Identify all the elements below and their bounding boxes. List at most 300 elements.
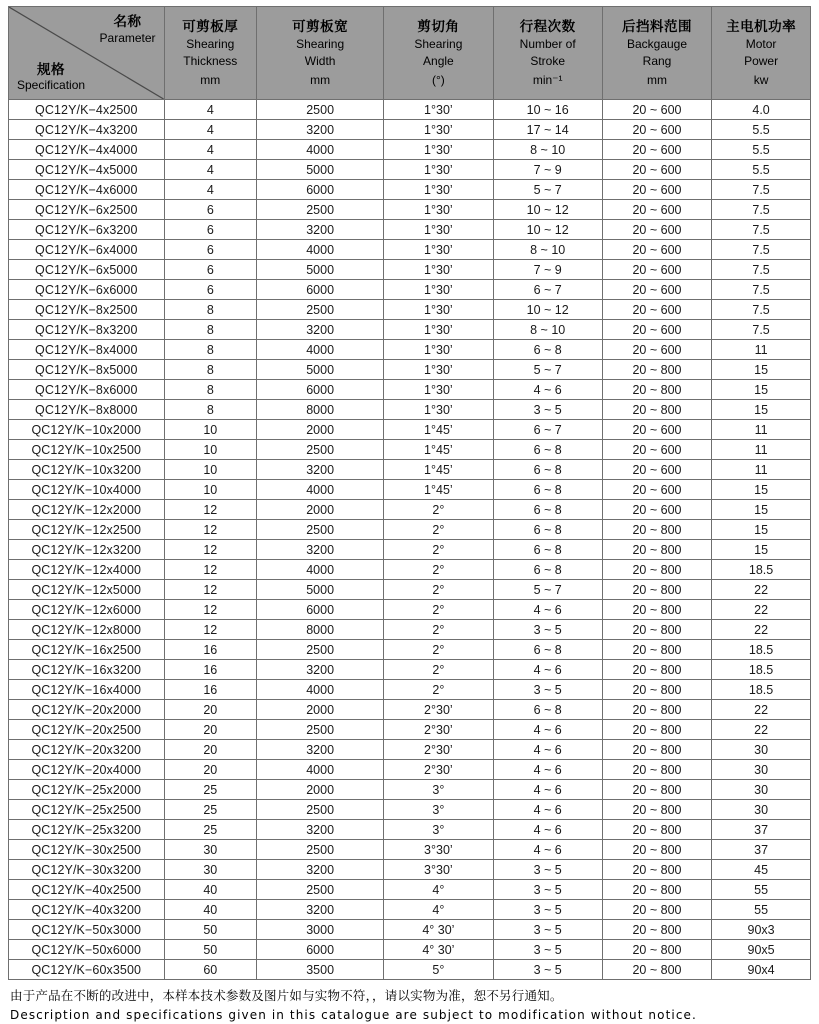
header-en-line1: Shearing <box>296 37 345 52</box>
cell-value: 20 ~ 600 <box>602 140 711 160</box>
cell-model: QC12Y/K−12x8000 <box>9 620 165 640</box>
cell-value: 20 <box>164 760 256 780</box>
cell-value: 20 ~ 600 <box>602 440 711 460</box>
cell-value: 2500 <box>257 200 384 220</box>
cell-value: 55 <box>712 900 811 920</box>
cell-value: 6 ~ 8 <box>493 560 602 580</box>
header-en-line1: Motor <box>745 37 777 52</box>
cell-model: QC12Y/K−60x3500 <box>9 960 165 980</box>
cell-value: 30 <box>712 760 811 780</box>
cell-value: 15 <box>712 540 811 560</box>
cell-value: 20 <box>164 720 256 740</box>
cell-model: QC12Y/K−8x3200 <box>9 320 165 340</box>
cell-value: 20 ~ 800 <box>602 540 711 560</box>
cell-value: 3 ~ 5 <box>493 900 602 920</box>
header-en-line1: Number of <box>519 37 576 52</box>
cell-model: QC12Y/K−4x3200 <box>9 120 165 140</box>
cell-value: 12 <box>164 560 256 580</box>
cell-value: 40 <box>164 900 256 920</box>
cell-value: 1°45’ <box>384 480 493 500</box>
cell-value: 10 ~ 12 <box>493 300 602 320</box>
cell-value: 6 <box>164 280 256 300</box>
cell-value: 30 <box>164 860 256 880</box>
cell-value: 40 <box>164 880 256 900</box>
cell-value: 20 ~ 800 <box>602 920 711 940</box>
cell-value: 10 ~ 16 <box>493 100 602 120</box>
cell-value: 50 <box>164 920 256 940</box>
cell-value: 20 ~ 800 <box>602 760 711 780</box>
cell-value: 20 ~ 600 <box>602 320 711 340</box>
cell-value: 18.5 <box>712 680 811 700</box>
specification-table <box>8 6 811 980</box>
cell-value: 20 ~ 600 <box>602 260 711 280</box>
table-row <box>9 840 811 860</box>
cell-value: 20 ~ 800 <box>602 660 711 680</box>
cell-value: 3500 <box>257 960 384 980</box>
header-unit: mm <box>200 72 221 87</box>
cell-value: 25 <box>164 820 256 840</box>
cell-value: 20 ~ 800 <box>602 880 711 900</box>
cell-value: 20 ~ 600 <box>602 280 711 300</box>
cell-value: 10 <box>164 420 256 440</box>
cell-value: 2° <box>384 520 493 540</box>
cell-value: 15 <box>712 480 811 500</box>
cell-value: 20 ~ 600 <box>602 460 711 480</box>
cell-value: 10 ~ 12 <box>493 200 602 220</box>
cell-value: 22 <box>712 600 811 620</box>
cell-value: 20 <box>164 740 256 760</box>
cell-value: 20 ~ 800 <box>602 640 711 660</box>
header-corner-cell <box>9 7 165 100</box>
cell-value: 6 ~ 8 <box>493 440 602 460</box>
cell-value: 8 <box>164 300 256 320</box>
header-en-line2: Angle <box>423 53 454 68</box>
cell-model: QC12Y/K−8x6000 <box>9 380 165 400</box>
cell-value: 2000 <box>257 420 384 440</box>
cell-value: 3 ~ 5 <box>493 880 602 900</box>
cell-value: 7.5 <box>712 280 811 300</box>
table-row <box>9 120 811 140</box>
header-en-line2: Power <box>744 53 779 68</box>
header-parameter-en: Parameter <box>99 30 156 45</box>
cell-value: 6 ~ 8 <box>493 640 602 660</box>
cell-value: 1°45’ <box>384 420 493 440</box>
cell-value: 20 ~ 600 <box>602 420 711 440</box>
cell-value: 3 ~ 5 <box>493 920 602 940</box>
cell-value: 4000 <box>257 560 384 580</box>
cell-value: 4 ~ 6 <box>493 800 602 820</box>
cell-value: 1°30’ <box>384 320 493 340</box>
cell-value: 3200 <box>257 120 384 140</box>
cell-value: 1°30’ <box>384 360 493 380</box>
cell-value: 6 ~ 7 <box>493 420 602 440</box>
header-col-backgauge-range <box>602 7 711 100</box>
cell-value: 7.5 <box>712 320 811 340</box>
table-row <box>9 740 811 760</box>
cell-value: 20 ~ 800 <box>602 520 711 540</box>
cell-model: QC12Y/K−6x6000 <box>9 280 165 300</box>
cell-value: 2° <box>384 640 493 660</box>
cell-value: 2000 <box>257 780 384 800</box>
cell-value: 30 <box>164 840 256 860</box>
cell-value: 20 ~ 600 <box>602 240 711 260</box>
header-cn: 可剪板宽 <box>292 19 349 35</box>
cell-value: 4000 <box>257 140 384 160</box>
cell-value: 1°30’ <box>384 300 493 320</box>
table-row <box>9 580 811 600</box>
cell-value: 15 <box>712 380 811 400</box>
cell-value: 5 ~ 7 <box>493 180 602 200</box>
cell-value: 1°30’ <box>384 220 493 240</box>
cell-value: 20 ~ 800 <box>602 860 711 880</box>
cell-value: 25 <box>164 780 256 800</box>
table-row <box>9 420 811 440</box>
cell-model: QC12Y/K−6x2500 <box>9 200 165 220</box>
table-row <box>9 720 811 740</box>
cell-value: 15 <box>712 360 811 380</box>
cell-value: 3 ~ 5 <box>493 400 602 420</box>
cell-model: QC12Y/K−20x4000 <box>9 760 165 780</box>
cell-value: 11 <box>712 340 811 360</box>
cell-value: 2°30’ <box>384 720 493 740</box>
cell-value: 8 ~ 10 <box>493 240 602 260</box>
table-row <box>9 760 811 780</box>
cell-value: 16 <box>164 660 256 680</box>
cell-value: 4 ~ 6 <box>493 760 602 780</box>
cell-value: 20 ~ 800 <box>602 720 711 740</box>
table-header <box>9 7 811 100</box>
table-row <box>9 360 811 380</box>
header-en-line1: Shearing <box>414 37 463 52</box>
table-row <box>9 440 811 460</box>
table-row <box>9 900 811 920</box>
header-col-number-of-stroke <box>493 7 602 100</box>
cell-value: 20 ~ 600 <box>602 100 711 120</box>
cell-value: 16 <box>164 640 256 660</box>
table-row <box>9 480 811 500</box>
cell-value: 2500 <box>257 100 384 120</box>
header-en-line2: Rang <box>642 53 672 68</box>
cell-value: 4000 <box>257 240 384 260</box>
header-unit: mm <box>310 72 331 87</box>
table-row <box>9 820 811 840</box>
cell-value: 4 ~ 6 <box>493 660 602 680</box>
cell-value: 7.5 <box>712 180 811 200</box>
cell-value: 3 ~ 5 <box>493 620 602 640</box>
cell-value: 7 ~ 9 <box>493 160 602 180</box>
table-row <box>9 700 811 720</box>
cell-value: 6 ~ 8 <box>493 520 602 540</box>
cell-value: 11 <box>712 440 811 460</box>
cell-value: 1°30’ <box>384 120 493 140</box>
cell-value: 2° <box>384 560 493 580</box>
table-row <box>9 660 811 680</box>
cell-value: 2000 <box>257 700 384 720</box>
cell-value: 8000 <box>257 620 384 640</box>
cell-value: 22 <box>712 620 811 640</box>
cell-model: QC12Y/K−10x3200 <box>9 460 165 480</box>
cell-value: 12 <box>164 600 256 620</box>
cell-model: QC12Y/K−20x2500 <box>9 720 165 740</box>
cell-value: 4 ~ 6 <box>493 600 602 620</box>
header-col-shearing-thickness <box>164 7 256 100</box>
cell-value: 6 ~ 8 <box>493 340 602 360</box>
cell-value: 30 <box>712 740 811 760</box>
table-row <box>9 620 811 640</box>
cell-value: 3°30’ <box>384 840 493 860</box>
cell-value: 5000 <box>257 160 384 180</box>
cell-value: 4.0 <box>712 100 811 120</box>
cell-model: QC12Y/K−8x4000 <box>9 340 165 360</box>
table-row <box>9 860 811 880</box>
cell-value: 6000 <box>257 180 384 200</box>
cell-model: QC12Y/K−16x2500 <box>9 640 165 660</box>
table-row <box>9 600 811 620</box>
cell-value: 16 <box>164 680 256 700</box>
cell-model: QC12Y/K−50x6000 <box>9 940 165 960</box>
cell-value: 4000 <box>257 760 384 780</box>
table-body <box>9 100 811 980</box>
cell-value: 5 ~ 7 <box>493 360 602 380</box>
cell-value: 25 <box>164 800 256 820</box>
header-cn: 剪切角 <box>417 19 460 35</box>
cell-value: 37 <box>712 840 811 860</box>
cell-model: QC12Y/K−12x4000 <box>9 560 165 580</box>
header-col-motor-power <box>712 7 811 100</box>
cell-model: QC12Y/K−12x3200 <box>9 540 165 560</box>
cell-model: QC12Y/K−20x3200 <box>9 740 165 760</box>
table-row <box>9 340 811 360</box>
table-row <box>9 300 811 320</box>
cell-value: 20 ~ 800 <box>602 780 711 800</box>
cell-model: QC12Y/K−40x2500 <box>9 880 165 900</box>
cell-value: 6 <box>164 260 256 280</box>
cell-value: 6 <box>164 240 256 260</box>
cell-model: QC12Y/K−6x4000 <box>9 240 165 260</box>
cell-model: QC12Y/K−10x2500 <box>9 440 165 460</box>
cell-value: 12 <box>164 620 256 640</box>
header-cn: 后挡料范围 <box>622 19 692 35</box>
cell-value: 4 <box>164 160 256 180</box>
cell-value: 18.5 <box>712 640 811 660</box>
cell-value: 6 ~ 8 <box>493 500 602 520</box>
cell-value: 8 ~ 10 <box>493 320 602 340</box>
cell-value: 3 ~ 5 <box>493 940 602 960</box>
table-row <box>9 320 811 340</box>
table-row <box>9 500 811 520</box>
cell-model: QC12Y/K−30x2500 <box>9 840 165 860</box>
cell-value: 2500 <box>257 520 384 540</box>
cell-value: 1°45’ <box>384 440 493 460</box>
cell-model: QC12Y/K−6x3200 <box>9 220 165 240</box>
cell-value: 4° 30’ <box>384 940 493 960</box>
header-cn: 主电机功率 <box>726 19 797 35</box>
cell-value: 1°30’ <box>384 340 493 360</box>
cell-value: 20 ~ 600 <box>602 180 711 200</box>
cell-value: 8000 <box>257 400 384 420</box>
cell-value: 2°30’ <box>384 760 493 780</box>
table-row <box>9 180 811 200</box>
cell-value: 3200 <box>257 900 384 920</box>
cell-value: 2° <box>384 540 493 560</box>
cell-model: QC12Y/K−12x6000 <box>9 600 165 620</box>
cell-value: 12 <box>164 500 256 520</box>
cell-value: 6 ~ 7 <box>493 280 602 300</box>
header-en-line1: Shearing <box>186 37 235 52</box>
header-cn: 可剪板厚 <box>182 19 239 35</box>
cell-value: 22 <box>712 720 811 740</box>
cell-model: QC12Y/K−4x2500 <box>9 100 165 120</box>
cell-value: 45 <box>712 860 811 880</box>
cell-model: QC12Y/K−8x5000 <box>9 360 165 380</box>
note-chinese: 由于产品在不断的改进中，本样本技术参数及图片如与实物不符，，请以实物为准，恕不另行通知。 <box>10 989 563 1003</box>
cell-model: QC12Y/K−16x4000 <box>9 680 165 700</box>
cell-value: 4 ~ 6 <box>493 380 602 400</box>
cell-value: 22 <box>712 700 811 720</box>
cell-value: 20 ~ 800 <box>602 820 711 840</box>
cell-value: 12 <box>164 540 256 560</box>
table-row <box>9 560 811 580</box>
header-parameter-label <box>100 13 156 46</box>
cell-model: QC12Y/K−4x6000 <box>9 180 165 200</box>
cell-value: 20 ~ 600 <box>602 300 711 320</box>
cell-value: 3200 <box>257 860 384 880</box>
cell-value: 37 <box>712 820 811 840</box>
cell-value: 8 ~ 10 <box>493 140 602 160</box>
cell-value: 20 ~ 800 <box>602 700 711 720</box>
cell-value: 2°30’ <box>384 700 493 720</box>
cell-value: 6 <box>164 200 256 220</box>
cell-value: 1°30’ <box>384 400 493 420</box>
cell-value: 20 ~ 800 <box>602 620 711 640</box>
cell-model: QC12Y/K−10x4000 <box>9 480 165 500</box>
cell-value: 5000 <box>257 360 384 380</box>
cell-value: 6 ~ 8 <box>493 700 602 720</box>
cell-value: 1°30’ <box>384 100 493 120</box>
cell-value: 1°30’ <box>384 380 493 400</box>
table-row <box>9 460 811 480</box>
table-row <box>9 380 811 400</box>
cell-model: QC12Y/K−25x2000 <box>9 780 165 800</box>
header-specification-cn: 规格 <box>37 61 66 77</box>
cell-value: 10 <box>164 440 256 460</box>
cell-value: 4 ~ 6 <box>493 780 602 800</box>
cell-value: 4 ~ 6 <box>493 740 602 760</box>
cell-value: 1°30’ <box>384 140 493 160</box>
cell-value: 22 <box>712 580 811 600</box>
cell-value: 6 ~ 8 <box>493 460 602 480</box>
table-row <box>9 200 811 220</box>
header-specification-label <box>17 61 85 94</box>
cell-value: 20 ~ 800 <box>602 940 711 960</box>
cell-value: 6 <box>164 220 256 240</box>
cell-model: QC12Y/K−30x3200 <box>9 860 165 880</box>
table-row <box>9 280 811 300</box>
cell-value: 4000 <box>257 680 384 700</box>
cell-value: 2500 <box>257 720 384 740</box>
cell-value: 15 <box>712 500 811 520</box>
cell-value: 15 <box>712 400 811 420</box>
cell-value: 10 ~ 12 <box>493 220 602 240</box>
table-row <box>9 640 811 660</box>
cell-value: 18.5 <box>712 660 811 680</box>
cell-value: 3200 <box>257 540 384 560</box>
cell-value: 4000 <box>257 340 384 360</box>
cell-value: 30 <box>712 800 811 820</box>
cell-value: 2500 <box>257 840 384 860</box>
table-row <box>9 960 811 980</box>
cell-value: 20 ~ 800 <box>602 900 711 920</box>
cell-value: 5000 <box>257 260 384 280</box>
cell-value: 1°30’ <box>384 180 493 200</box>
cell-value: 4 ~ 6 <box>493 820 602 840</box>
cell-model: QC12Y/K−12x2000 <box>9 500 165 520</box>
cell-value: 4000 <box>257 480 384 500</box>
cell-value: 1°45’ <box>384 460 493 480</box>
cell-value: 3 ~ 5 <box>493 960 602 980</box>
cell-value: 2° <box>384 600 493 620</box>
cell-value: 5.5 <box>712 120 811 140</box>
cell-value: 20 ~ 600 <box>602 500 711 520</box>
cell-value: 8 <box>164 380 256 400</box>
cell-value: 2° <box>384 680 493 700</box>
cell-value: 3200 <box>257 660 384 680</box>
cell-value: 90x3 <box>712 920 811 940</box>
cell-value: 2500 <box>257 880 384 900</box>
header-en-line1: Backgauge <box>626 37 688 52</box>
cell-value: 3 ~ 5 <box>493 860 602 880</box>
cell-value: 20 ~ 800 <box>602 800 711 820</box>
header-row <box>9 7 811 100</box>
cell-value: 8 <box>164 360 256 380</box>
table-row <box>9 780 811 800</box>
table-row <box>9 260 811 280</box>
cell-value: 4 <box>164 120 256 140</box>
cell-value: 3200 <box>257 740 384 760</box>
cell-value: 4° 30’ <box>384 920 493 940</box>
cell-value: 3200 <box>257 220 384 240</box>
cell-value: 20 ~ 800 <box>602 560 711 580</box>
cell-model: QC12Y/K−12x2500 <box>9 520 165 540</box>
cell-value: 20 ~ 600 <box>602 220 711 240</box>
cell-value: 20 ~ 600 <box>602 200 711 220</box>
header-en-line2: Thickness <box>183 53 238 68</box>
cell-value: 3200 <box>257 320 384 340</box>
cell-value: 8 <box>164 400 256 420</box>
cell-value: 6000 <box>257 380 384 400</box>
table-row <box>9 800 811 820</box>
header-col-shearing-width <box>257 7 384 100</box>
cell-model: QC12Y/K−16x3200 <box>9 660 165 680</box>
table-row <box>9 940 811 960</box>
cell-value: 2°30’ <box>384 740 493 760</box>
cell-value: 2500 <box>257 440 384 460</box>
cell-value: 5 ~ 7 <box>493 580 602 600</box>
header-unit: (°) <box>431 72 445 87</box>
header-unit: mm <box>647 72 667 87</box>
cell-value: 6000 <box>257 280 384 300</box>
cell-value: 4 <box>164 180 256 200</box>
cell-value: 20 ~ 800 <box>602 360 711 380</box>
cell-value: 6000 <box>257 600 384 620</box>
footer-notes <box>8 987 811 1024</box>
cell-value: 11 <box>712 460 811 480</box>
cell-value: 4 <box>164 100 256 120</box>
cell-value: 20 ~ 600 <box>602 120 711 140</box>
cell-value: 2° <box>384 580 493 600</box>
cell-value: 60 <box>164 960 256 980</box>
header-specification-en: Specification <box>17 78 86 93</box>
